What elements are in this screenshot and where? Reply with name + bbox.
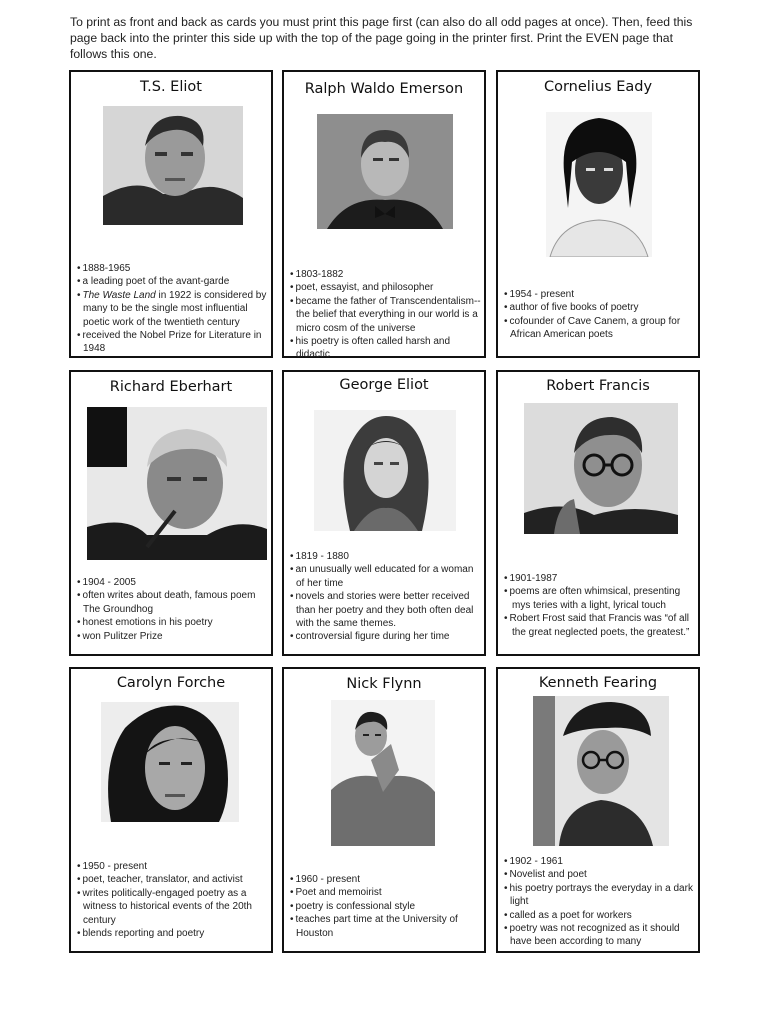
fact-item: • an unusually well educated for a woman of her time [286,563,481,590]
poet-card [69,70,273,358]
fact-item: • 1819 - 1880 [286,550,481,563]
fact-item: • his poetry is often called harsh and didactic [286,335,481,362]
fact-item: • author of five books of poetry [500,301,695,314]
fact-item: • Robert Frost said that Francis was “of all the great neglected poets, the greatest.” [500,612,695,639]
card-name: Cornelius Eady [543,79,653,95]
fact-item: • became the father of Transcendentalism--the belief that everything in our world is a micro cosm of the universe [286,295,481,335]
card-name: T.S. Eliot [140,79,202,95]
poet-card [282,70,486,361]
card-name: Richard Eberhart [109,379,233,395]
print-instructions: To print as front and back as cards you must print this page first (can also do all odd pages at once). Then, feed this page back into the printer this side up with the top of the page going in the printer first. Print the EVEN page that follows this one. [70,15,693,61]
fact-item: • received the Nobel Prize for Literature in 1948 [73,329,268,356]
card-name: Kenneth Fearing [538,675,658,691]
fact-item: • 1954 - present [500,288,695,301]
fact-item: • 1803-1882 [286,268,481,281]
poet-card [496,70,700,358]
fact-text: many to be the single most influential poetic work of the twentieth century [83,303,248,328]
fact-list [286,550,481,644]
fact-item [73,289,268,329]
card-name: Robert Francis [546,378,650,394]
fact-item: • writes politically-engaged poetry as a witness to historical events of the 20th century [73,887,268,927]
fact-item: • teaches part time at the University of Houston [286,913,481,940]
fact-title: The Waste Land [82,289,156,301]
poet-card [69,667,273,953]
fact-item: • poems are often whimsical, presenting mys teries with a light, lyrical touch [500,585,695,612]
card-name: Carolyn Forche [116,675,226,691]
fact-list [73,576,268,643]
poet-portrait [331,700,435,846]
card-name: George Eliot [339,377,429,393]
fact-item: • 1888-1965 [73,262,268,275]
poet-card [496,667,700,953]
fact-item: • novels and stories were better received than her poetry and they both often deal with the same themes. [286,590,481,630]
fact-item: • 1901-1987 [500,572,695,585]
poet-portrait [546,112,652,257]
fact-item: • controversial figure during her time [286,630,481,643]
fact-item: • a leading poet of the avant-garde [73,275,268,288]
poet-portrait [533,696,669,846]
fact-list [500,572,695,639]
fact-list [286,268,481,362]
poet-portrait [524,403,678,534]
fact-item: • blends reporting and poetry [73,927,268,940]
fact-item: • called as a poet for workers [500,909,695,922]
fact-item: • Poet and memoirist [286,886,481,899]
fact-item: • 1904 - 2005 [73,576,268,589]
poet-portrait [314,410,456,531]
fact-item: • his poetry portrays the everyday in a dark light [500,882,695,909]
fact-item: • poetry was not recognized as it should have been according to many [500,922,695,949]
fact-item: • Novelist and poet [500,868,695,881]
fact-list [73,860,268,940]
fact-item: • 1902 - 1961 [500,855,695,868]
fact-text: in 1922 is considered by [155,289,267,301]
fact-item: • poet, essayist, and philosopher [286,281,481,294]
poet-portrait [87,407,267,560]
poet-portrait [317,114,453,229]
poet-card [496,370,700,656]
poet-card [69,370,273,656]
poet-portrait [103,106,243,225]
fact-list [500,855,695,949]
fact-item: • 1960 - present [286,873,481,886]
fact-item: • 1950 - present [73,860,268,873]
fact-item: • poet, teacher, translator, and activist [73,873,268,886]
fact-list [500,288,695,342]
fact-item: • won Pulitzer Prize [73,630,268,643]
fact-list [286,873,481,940]
poet-card [282,370,486,656]
fact-item: • honest emotions in his poetry [73,616,268,629]
poet-portrait [101,702,239,822]
card-name: Ralph Waldo Emerson [304,81,464,97]
fact-item: • often writes about death, famous poem The Groundhog [73,589,268,616]
fact-item: • poetry is confessional style [286,900,481,913]
fact-list [73,262,268,356]
fact-item: • cofounder of Cave Canem, a group for African American poets [500,315,695,342]
card-name: Nick Flynn [346,676,422,692]
poet-card [282,667,486,953]
